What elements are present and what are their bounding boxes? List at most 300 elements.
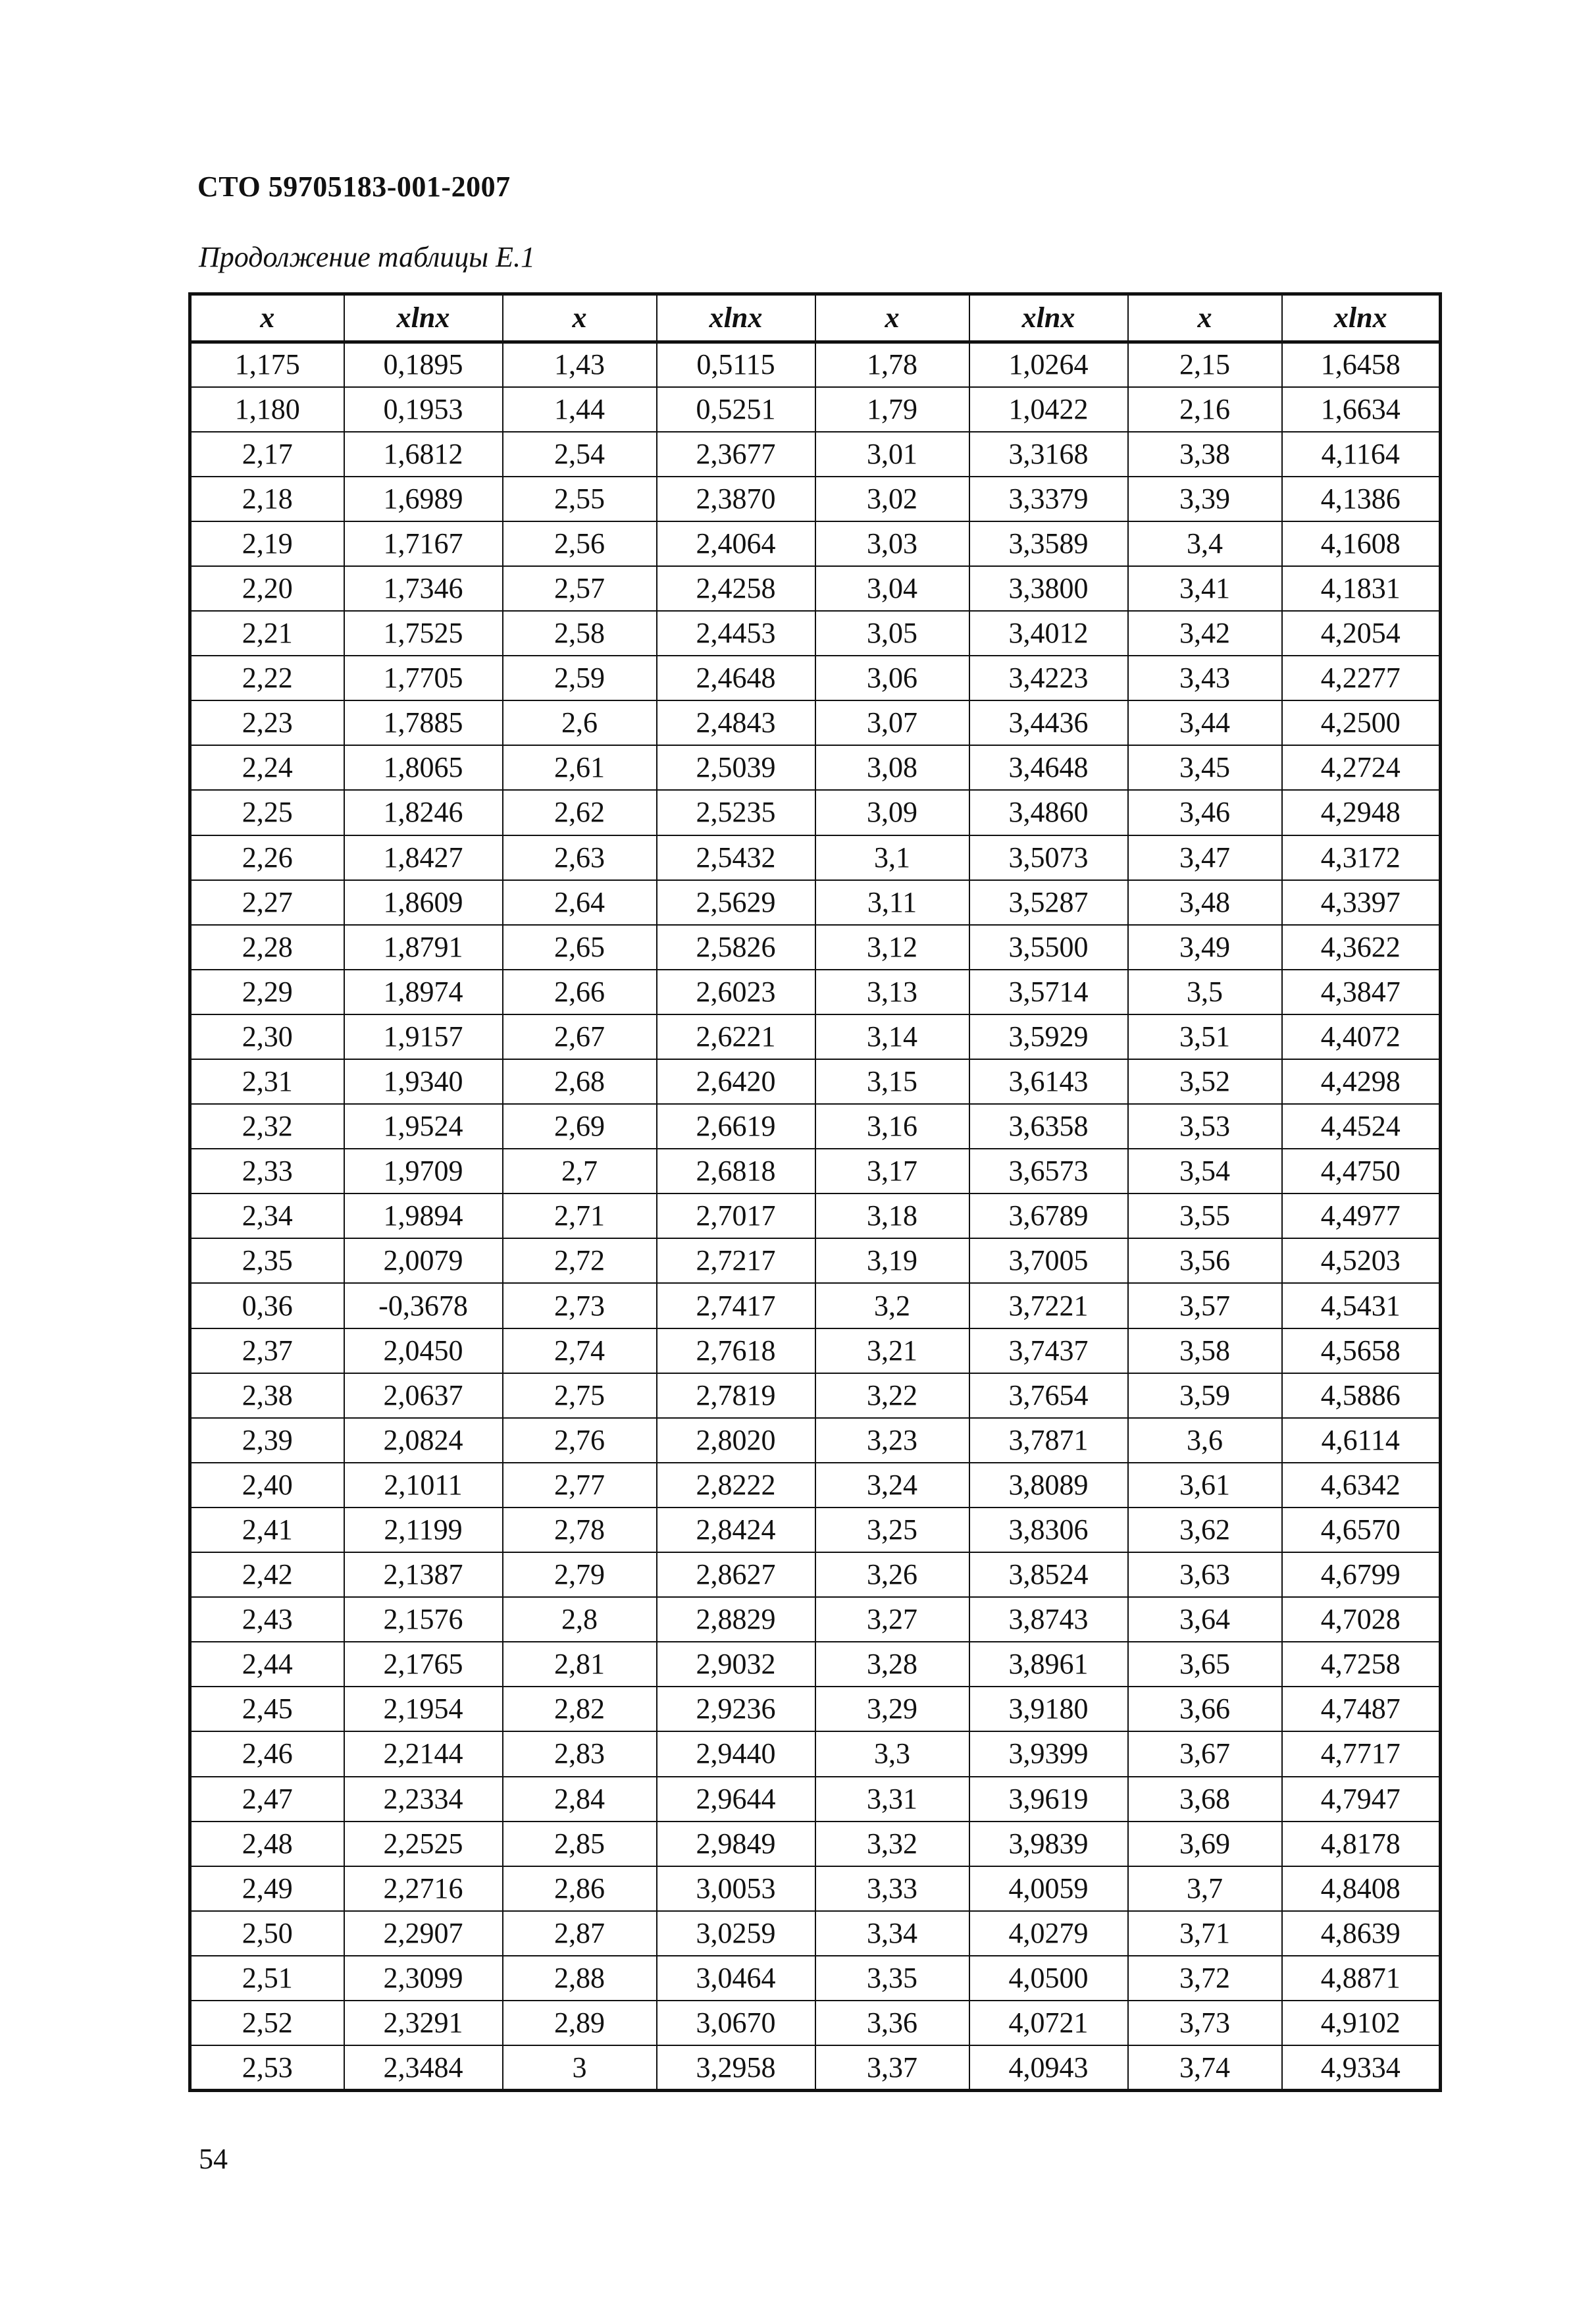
cell-xlnx: 3,0259 bbox=[657, 1911, 815, 1956]
table-row bbox=[190, 1193, 1441, 1238]
cell-xlnx: 3,8306 bbox=[969, 1508, 1128, 1552]
cell-x: 2,78 bbox=[503, 1508, 657, 1552]
cell-x: 3,04 bbox=[815, 566, 969, 611]
cell-x: 2,46 bbox=[190, 1731, 344, 1776]
cell-xlnx: 1,9894 bbox=[344, 1193, 503, 1238]
cell-xlnx: 0,5115 bbox=[657, 342, 815, 387]
cell-x: 2,15 bbox=[1128, 342, 1282, 387]
cell-xlnx: 4,5431 bbox=[1282, 1283, 1441, 1328]
table-row bbox=[190, 1328, 1441, 1373]
cell-x: 3,61 bbox=[1128, 1463, 1282, 1508]
cell-xlnx: 2,1765 bbox=[344, 1642, 503, 1687]
cell-x: 3,05 bbox=[815, 611, 969, 656]
cell-x: 2,77 bbox=[503, 1463, 657, 1508]
page-number: 54 bbox=[199, 2143, 228, 2175]
cell-xlnx: 1,8974 bbox=[344, 970, 503, 1014]
table-row bbox=[190, 1731, 1441, 1776]
xlnx-table bbox=[188, 292, 1442, 2092]
cell-xlnx: 4,8408 bbox=[1282, 1866, 1441, 1911]
cell-x: 3,37 bbox=[815, 2045, 969, 2090]
cell-xlnx: 4,1831 bbox=[1282, 566, 1441, 611]
cell-xlnx: 2,9440 bbox=[657, 1731, 815, 1776]
cell-x: 2,81 bbox=[503, 1642, 657, 1687]
cell-x: 3,65 bbox=[1128, 1642, 1282, 1687]
cell-xlnx: 3,8961 bbox=[969, 1642, 1128, 1687]
cell-xlnx: 2,0637 bbox=[344, 1373, 503, 1418]
cell-x: 2,58 bbox=[503, 611, 657, 656]
cell-x: 3,46 bbox=[1128, 790, 1282, 835]
cell-x: 2,16 bbox=[1128, 387, 1282, 432]
cell-x: 2,72 bbox=[503, 1238, 657, 1283]
cell-xlnx: 2,7417 bbox=[657, 1283, 815, 1328]
table-row bbox=[190, 611, 1441, 656]
cell-x: 2,63 bbox=[503, 835, 657, 880]
cell-xlnx: 2,0079 bbox=[344, 1238, 503, 1283]
table-row bbox=[190, 835, 1441, 880]
cell-x: 3,22 bbox=[815, 1373, 969, 1418]
cell-xlnx: 4,8871 bbox=[1282, 1956, 1441, 2001]
cell-xlnx: 3,4436 bbox=[969, 700, 1128, 745]
cell-xlnx: 1,7167 bbox=[344, 521, 503, 566]
cell-x: 2,34 bbox=[190, 1193, 344, 1238]
cell-x: 3,54 bbox=[1128, 1149, 1282, 1193]
cell-x: 3,33 bbox=[815, 1866, 969, 1911]
cell-xlnx: 2,7618 bbox=[657, 1328, 815, 1373]
cell-x: 2,64 bbox=[503, 880, 657, 925]
table-row bbox=[190, 1463, 1441, 1508]
cell-x: 3,07 bbox=[815, 700, 969, 745]
cell-xlnx: 2,8627 bbox=[657, 1552, 815, 1597]
cell-x: 3,64 bbox=[1128, 1597, 1282, 1642]
table-row bbox=[190, 1822, 1441, 1866]
cell-xlnx: 3,4223 bbox=[969, 656, 1128, 700]
table-row bbox=[190, 342, 1441, 387]
cell-x: 3,12 bbox=[815, 925, 969, 970]
cell-xlnx: 2,8222 bbox=[657, 1463, 815, 1508]
cell-xlnx: 4,7947 bbox=[1282, 1777, 1441, 1822]
cell-xlnx: 1,8065 bbox=[344, 745, 503, 790]
cell-xlnx: 2,7819 bbox=[657, 1373, 815, 1418]
cell-xlnx: 3,9619 bbox=[969, 1777, 1128, 1822]
cell-xlnx: 4,6570 bbox=[1282, 1508, 1441, 1552]
cell-xlnx: 4,2277 bbox=[1282, 656, 1441, 700]
cell-xlnx: 4,1608 bbox=[1282, 521, 1441, 566]
cell-xlnx: 4,6799 bbox=[1282, 1552, 1441, 1597]
cell-x: 2,69 bbox=[503, 1104, 657, 1149]
table-row bbox=[190, 2001, 1441, 2045]
cell-x: 3,13 bbox=[815, 970, 969, 1014]
cell-xlnx: 4,5658 bbox=[1282, 1328, 1441, 1373]
cell-xlnx: 2,9849 bbox=[657, 1822, 815, 1866]
cell-xlnx: 3,2958 bbox=[657, 2045, 815, 2090]
cell-xlnx: 2,6023 bbox=[657, 970, 815, 1014]
cell-xlnx: 4,7717 bbox=[1282, 1731, 1441, 1776]
cell-x: 3,2 bbox=[815, 1283, 969, 1328]
cell-x: 3 bbox=[503, 2045, 657, 2090]
cell-x: 2,86 bbox=[503, 1866, 657, 1911]
cell-x: 3,09 bbox=[815, 790, 969, 835]
table-row bbox=[190, 1283, 1441, 1328]
table-row bbox=[190, 1956, 1441, 2001]
cell-xlnx: 1,0422 bbox=[969, 387, 1128, 432]
cell-x: 3,14 bbox=[815, 1014, 969, 1059]
table-row bbox=[190, 1777, 1441, 1822]
cell-xlnx: 4,9102 bbox=[1282, 2001, 1441, 2045]
cell-x: 3,63 bbox=[1128, 1552, 1282, 1597]
cell-x: 3,4 bbox=[1128, 521, 1282, 566]
cell-x: 2,89 bbox=[503, 2001, 657, 2045]
cell-xlnx: 4,9334 bbox=[1282, 2045, 1441, 2090]
cell-xlnx: 2,4258 bbox=[657, 566, 815, 611]
cell-xlnx: 4,7258 bbox=[1282, 1642, 1441, 1687]
table-row bbox=[190, 1552, 1441, 1597]
table-row bbox=[190, 566, 1441, 611]
cell-x: 3,73 bbox=[1128, 2001, 1282, 2045]
cell-x: 3,15 bbox=[815, 1059, 969, 1104]
table-row bbox=[190, 1687, 1441, 1731]
cell-x: 3,3 bbox=[815, 1731, 969, 1776]
cell-x: 3,49 bbox=[1128, 925, 1282, 970]
cell-xlnx: 3,9399 bbox=[969, 1731, 1128, 1776]
cell-xlnx: 1,7346 bbox=[344, 566, 503, 611]
col-header-x: x bbox=[503, 294, 657, 342]
cell-xlnx: 3,3589 bbox=[969, 521, 1128, 566]
cell-xlnx: 1,0264 bbox=[969, 342, 1128, 387]
cell-x: 3,32 bbox=[815, 1822, 969, 1866]
cell-xlnx: 2,9032 bbox=[657, 1642, 815, 1687]
cell-xlnx: 4,4298 bbox=[1282, 1059, 1441, 1104]
cell-xlnx: 0,1895 bbox=[344, 342, 503, 387]
cell-xlnx: 2,1387 bbox=[344, 1552, 503, 1597]
cell-x: 2,48 bbox=[190, 1822, 344, 1866]
cell-x: 3,55 bbox=[1128, 1193, 1282, 1238]
cell-xlnx: 4,7487 bbox=[1282, 1687, 1441, 1731]
cell-xlnx: 4,3622 bbox=[1282, 925, 1441, 970]
cell-xlnx: 4,6342 bbox=[1282, 1463, 1441, 1508]
cell-xlnx: 3,0670 bbox=[657, 2001, 815, 2045]
cell-xlnx: 1,9524 bbox=[344, 1104, 503, 1149]
col-header-x: x bbox=[815, 294, 969, 342]
cell-x: 3,52 bbox=[1128, 1059, 1282, 1104]
cell-x: 3,41 bbox=[1128, 566, 1282, 611]
cell-x: 2,74 bbox=[503, 1328, 657, 1373]
table-row bbox=[190, 925, 1441, 970]
cell-x: 2,25 bbox=[190, 790, 344, 835]
cell-x: 3,35 bbox=[815, 1956, 969, 2001]
cell-xlnx: 3,7005 bbox=[969, 1238, 1128, 1283]
cell-xlnx: 3,4860 bbox=[969, 790, 1128, 835]
cell-x: 3,6 bbox=[1128, 1418, 1282, 1463]
cell-xlnx: 1,6812 bbox=[344, 432, 503, 477]
cell-x: 2,71 bbox=[503, 1193, 657, 1238]
cell-xlnx: 1,8246 bbox=[344, 790, 503, 835]
cell-xlnx: 2,1576 bbox=[344, 1597, 503, 1642]
cell-x: 1,43 bbox=[503, 342, 657, 387]
table-row bbox=[190, 1104, 1441, 1149]
table-row bbox=[190, 790, 1441, 835]
cell-x: 3,06 bbox=[815, 656, 969, 700]
table-row bbox=[190, 970, 1441, 1014]
cell-xlnx: 0,1953 bbox=[344, 387, 503, 432]
cell-x: 2,32 bbox=[190, 1104, 344, 1149]
cell-xlnx: 4,1164 bbox=[1282, 432, 1441, 477]
cell-xlnx: 3,7654 bbox=[969, 1373, 1128, 1418]
cell-x: 3,7 bbox=[1128, 1866, 1282, 1911]
col-header-xlnx: xlnx bbox=[1282, 294, 1441, 342]
cell-xlnx: 2,5432 bbox=[657, 835, 815, 880]
cell-xlnx: 2,5629 bbox=[657, 880, 815, 925]
cell-xlnx: 3,6573 bbox=[969, 1149, 1128, 1193]
cell-xlnx: 1,6989 bbox=[344, 477, 503, 521]
cell-x: 3,31 bbox=[815, 1777, 969, 1822]
cell-x: 2,83 bbox=[503, 1731, 657, 1776]
cell-xlnx: 2,9236 bbox=[657, 1687, 815, 1731]
table-row bbox=[190, 880, 1441, 925]
cell-xlnx: 2,6619 bbox=[657, 1104, 815, 1149]
table-row bbox=[190, 745, 1441, 790]
cell-xlnx: 3,5929 bbox=[969, 1014, 1128, 1059]
cell-x: 2,26 bbox=[190, 835, 344, 880]
table-row bbox=[190, 1149, 1441, 1193]
col-header-xlnx: xlnx bbox=[969, 294, 1128, 342]
cell-x: 2,54 bbox=[503, 432, 657, 477]
cell-x: 1,79 bbox=[815, 387, 969, 432]
cell-x: 3,42 bbox=[1128, 611, 1282, 656]
cell-xlnx: 3,4012 bbox=[969, 611, 1128, 656]
table-row bbox=[190, 521, 1441, 566]
cell-xlnx: 1,9340 bbox=[344, 1059, 503, 1104]
cell-x: 2,51 bbox=[190, 1956, 344, 2001]
cell-x: 3,25 bbox=[815, 1508, 969, 1552]
cell-x: 2,73 bbox=[503, 1283, 657, 1328]
table-row bbox=[190, 1014, 1441, 1059]
cell-x: 3,59 bbox=[1128, 1373, 1282, 1418]
cell-x: 2,19 bbox=[190, 521, 344, 566]
cell-xlnx: 3,8089 bbox=[969, 1463, 1128, 1508]
cell-xlnx: 1,6634 bbox=[1282, 387, 1441, 432]
cell-xlnx: 2,8424 bbox=[657, 1508, 815, 1552]
table-row bbox=[190, 1508, 1441, 1552]
cell-x: 3,18 bbox=[815, 1193, 969, 1238]
cell-x: 2,41 bbox=[190, 1508, 344, 1552]
cell-xlnx: 3,5500 bbox=[969, 925, 1128, 970]
cell-x: 3,68 bbox=[1128, 1777, 1282, 1822]
cell-xlnx: 4,4072 bbox=[1282, 1014, 1441, 1059]
cell-x: 2,7 bbox=[503, 1149, 657, 1193]
cell-x: 3,45 bbox=[1128, 745, 1282, 790]
cell-x: 2,44 bbox=[190, 1642, 344, 1687]
cell-x: 2,6 bbox=[503, 700, 657, 745]
cell-xlnx: 2,6420 bbox=[657, 1059, 815, 1104]
cell-x: 3,29 bbox=[815, 1687, 969, 1731]
cell-xlnx: 3,9180 bbox=[969, 1687, 1128, 1731]
cell-xlnx: 4,2500 bbox=[1282, 700, 1441, 745]
cell-xlnx: 4,8639 bbox=[1282, 1911, 1441, 1956]
cell-x: 3,44 bbox=[1128, 700, 1282, 745]
cell-xlnx: 2,2144 bbox=[344, 1731, 503, 1776]
cell-x: 2,24 bbox=[190, 745, 344, 790]
cell-x: 2,87 bbox=[503, 1911, 657, 1956]
cell-x: 2,33 bbox=[190, 1149, 344, 1193]
cell-x: 3,03 bbox=[815, 521, 969, 566]
cell-xlnx: 2,4648 bbox=[657, 656, 815, 700]
cell-xlnx: 1,8609 bbox=[344, 880, 503, 925]
cell-xlnx: 2,5826 bbox=[657, 925, 815, 970]
cell-x: 3,19 bbox=[815, 1238, 969, 1283]
cell-x: 2,66 bbox=[503, 970, 657, 1014]
cell-x: 3,67 bbox=[1128, 1731, 1282, 1776]
cell-x: 2,21 bbox=[190, 611, 344, 656]
cell-xlnx: 4,0279 bbox=[969, 1911, 1128, 1956]
cell-xlnx: 2,2334 bbox=[344, 1777, 503, 1822]
cell-x: 2,40 bbox=[190, 1463, 344, 1508]
cell-xlnx: 4,2054 bbox=[1282, 611, 1441, 656]
cell-x: 2,37 bbox=[190, 1328, 344, 1373]
cell-x: 3,27 bbox=[815, 1597, 969, 1642]
cell-xlnx: 3,5287 bbox=[969, 880, 1128, 925]
cell-x: 2,49 bbox=[190, 1866, 344, 1911]
cell-xlnx: 3,9839 bbox=[969, 1822, 1128, 1866]
cell-x: 2,30 bbox=[190, 1014, 344, 1059]
table-row bbox=[190, 1911, 1441, 1956]
cell-x: 1,175 bbox=[190, 342, 344, 387]
cell-x: 3,08 bbox=[815, 745, 969, 790]
cell-x: 2,65 bbox=[503, 925, 657, 970]
cell-xlnx: -0,3678 bbox=[344, 1283, 503, 1328]
cell-xlnx: 3,5714 bbox=[969, 970, 1128, 1014]
cell-x: 0,36 bbox=[190, 1283, 344, 1328]
cell-x: 3,1 bbox=[815, 835, 969, 880]
cell-xlnx: 4,2724 bbox=[1282, 745, 1441, 790]
cell-x: 3,74 bbox=[1128, 2045, 1282, 2090]
cell-x: 3,38 bbox=[1128, 432, 1282, 477]
cell-x: 2,28 bbox=[190, 925, 344, 970]
col-header-xlnx: xlnx bbox=[657, 294, 815, 342]
cell-x: 2,20 bbox=[190, 566, 344, 611]
cell-x: 2,76 bbox=[503, 1418, 657, 1463]
cell-x: 3,28 bbox=[815, 1642, 969, 1687]
cell-xlnx: 4,0500 bbox=[969, 1956, 1128, 2001]
col-header-xlnx: xlnx bbox=[344, 294, 503, 342]
cell-xlnx: 3,4648 bbox=[969, 745, 1128, 790]
cell-xlnx: 3,5073 bbox=[969, 835, 1128, 880]
cell-xlnx: 1,6458 bbox=[1282, 342, 1441, 387]
table-row bbox=[190, 1866, 1441, 1911]
cell-xlnx: 2,3099 bbox=[344, 1956, 503, 2001]
cell-xlnx: 4,4977 bbox=[1282, 1193, 1441, 1238]
cell-x: 1,78 bbox=[815, 342, 969, 387]
table-row bbox=[190, 1238, 1441, 1283]
cell-x: 2,84 bbox=[503, 1777, 657, 1822]
cell-x: 3,16 bbox=[815, 1104, 969, 1149]
cell-xlnx: 3,8743 bbox=[969, 1597, 1128, 1642]
cell-x: 2,59 bbox=[503, 656, 657, 700]
cell-xlnx: 2,9644 bbox=[657, 1777, 815, 1822]
cell-xlnx: 2,0824 bbox=[344, 1418, 503, 1463]
cell-xlnx: 4,6114 bbox=[1282, 1418, 1441, 1463]
cell-xlnx: 4,5203 bbox=[1282, 1238, 1441, 1283]
table-row bbox=[190, 387, 1441, 432]
cell-xlnx: 0,5251 bbox=[657, 387, 815, 432]
cell-xlnx: 3,7437 bbox=[969, 1328, 1128, 1373]
cell-x: 2,39 bbox=[190, 1418, 344, 1463]
cell-xlnx: 2,2716 bbox=[344, 1866, 503, 1911]
cell-xlnx: 2,4453 bbox=[657, 611, 815, 656]
document-code: СТО 59705183-001-2007 bbox=[197, 170, 511, 203]
cell-xlnx: 2,4843 bbox=[657, 700, 815, 745]
col-header-x: x bbox=[190, 294, 344, 342]
cell-x: 3,02 bbox=[815, 477, 969, 521]
cell-xlnx: 1,8791 bbox=[344, 925, 503, 970]
cell-xlnx: 2,3677 bbox=[657, 432, 815, 477]
cell-x: 2,85 bbox=[503, 1822, 657, 1866]
table-row bbox=[190, 1418, 1441, 1463]
table-body bbox=[190, 342, 1441, 2091]
cell-xlnx: 1,7525 bbox=[344, 611, 503, 656]
cell-x: 3,34 bbox=[815, 1911, 969, 1956]
cell-xlnx: 4,1386 bbox=[1282, 477, 1441, 521]
cell-x: 3,62 bbox=[1128, 1508, 1282, 1552]
cell-x: 3,51 bbox=[1128, 1014, 1282, 1059]
cell-x: 3,57 bbox=[1128, 1283, 1282, 1328]
cell-xlnx: 1,7885 bbox=[344, 700, 503, 745]
cell-xlnx: 3,7221 bbox=[969, 1283, 1128, 1328]
cell-x: 2,55 bbox=[503, 477, 657, 521]
cell-xlnx: 4,5886 bbox=[1282, 1373, 1441, 1418]
cell-x: 2,68 bbox=[503, 1059, 657, 1104]
cell-x: 2,38 bbox=[190, 1373, 344, 1418]
cell-x: 3,36 bbox=[815, 2001, 969, 2045]
col-header-x: x bbox=[1128, 294, 1282, 342]
table-row bbox=[190, 2045, 1441, 2090]
cell-xlnx: 2,3870 bbox=[657, 477, 815, 521]
cell-x: 3,21 bbox=[815, 1328, 969, 1373]
cell-xlnx: 2,1199 bbox=[344, 1508, 503, 1552]
cell-xlnx: 4,0059 bbox=[969, 1866, 1128, 1911]
cell-xlnx: 2,4064 bbox=[657, 521, 815, 566]
table-header-row bbox=[190, 294, 1441, 342]
cell-xlnx: 4,4750 bbox=[1282, 1149, 1441, 1193]
cell-xlnx: 4,8178 bbox=[1282, 1822, 1441, 1866]
cell-x: 2,8 bbox=[503, 1597, 657, 1642]
cell-x: 2,35 bbox=[190, 1238, 344, 1283]
cell-x: 2,47 bbox=[190, 1777, 344, 1822]
cell-x: 3,5 bbox=[1128, 970, 1282, 1014]
cell-xlnx: 2,0450 bbox=[344, 1328, 503, 1373]
cell-xlnx: 1,7705 bbox=[344, 656, 503, 700]
cell-xlnx: 2,7017 bbox=[657, 1193, 815, 1238]
cell-xlnx: 2,1011 bbox=[344, 1463, 503, 1508]
table-row bbox=[190, 1373, 1441, 1418]
cell-x: 3,47 bbox=[1128, 835, 1282, 880]
cell-x: 1,180 bbox=[190, 387, 344, 432]
cell-x: 2,79 bbox=[503, 1552, 657, 1597]
cell-xlnx: 3,6358 bbox=[969, 1104, 1128, 1149]
cell-xlnx: 3,3379 bbox=[969, 477, 1128, 521]
cell-xlnx: 2,3291 bbox=[344, 2001, 503, 2045]
cell-x: 2,75 bbox=[503, 1373, 657, 1418]
cell-x: 2,31 bbox=[190, 1059, 344, 1104]
cell-xlnx: 1,9709 bbox=[344, 1149, 503, 1193]
cell-x: 2,17 bbox=[190, 432, 344, 477]
cell-xlnx: 3,8524 bbox=[969, 1552, 1128, 1597]
table-row bbox=[190, 656, 1441, 700]
cell-x: 2,50 bbox=[190, 1911, 344, 1956]
cell-x: 3,17 bbox=[815, 1149, 969, 1193]
cell-x: 2,29 bbox=[190, 970, 344, 1014]
cell-x: 3,24 bbox=[815, 1463, 969, 1508]
cell-xlnx: 3,3168 bbox=[969, 432, 1128, 477]
